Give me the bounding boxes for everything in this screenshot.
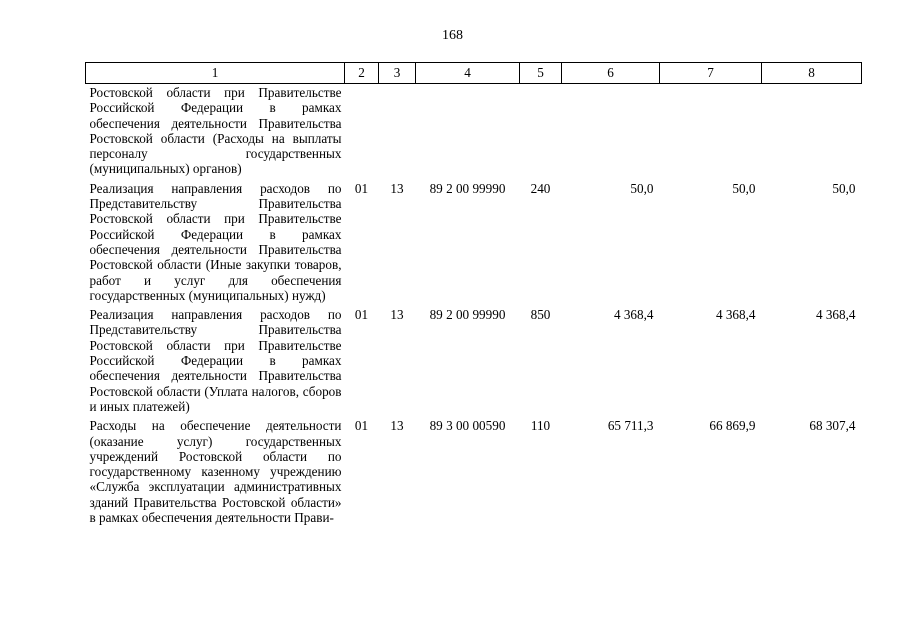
header-col-6: 6 (562, 63, 660, 84)
header-col-1: 1 (86, 63, 345, 84)
header-col-7: 7 (660, 63, 762, 84)
row-section-code (345, 84, 379, 177)
table-row (86, 84, 862, 177)
row-amount-year-2: 66 869,9 (709, 418, 756, 434)
row-subsection-code: 13 (390, 307, 404, 323)
table-row (86, 303, 862, 414)
row-description: Реализация направления расходов по Представительству Правительства Ростовской области при Правительстве Российской Федерации в рамках обеспечения деятельности Правительства Ростовской области (Иные закупки товаров, работ и услуг для обеспечения государственных (муниципальных) нужд) (89, 180, 342, 303)
row-amount-year-1: 4 368,4 (613, 307, 654, 323)
header-col-4: 4 (416, 63, 520, 84)
header-col-5: 5 (520, 63, 562, 84)
row-amount-year-3: 4 368,4 (815, 307, 856, 323)
row-amount-year-3: 50,0 (832, 180, 856, 196)
row-target-code: 89 3 00 00590 (429, 418, 506, 434)
row-amount-year-1: 50,0 (630, 180, 654, 196)
header-col-3: 3 (379, 63, 416, 84)
row-description: Реализация направления расходов по Представительству Правительства Ростовской области при Правительстве Российской Федерации в рамках обеспечения деятельности Правительства Ростовской области (Уплата налогов, сборов и иных платежей) (89, 307, 342, 414)
table-row (86, 177, 862, 303)
row-subsection-code: 13 (390, 418, 404, 434)
row-description: Расходы на обеспечение деятельности (оказание услуг) государственных учреждений Ростовской области по государственному казенному учреждению «Служба эксплуатации административных зданий Правительства Ростовской области» в рамках обеспечения деятельности Прави- (89, 418, 342, 526)
row-amount-year-1 (562, 84, 660, 177)
row-subsection-code (379, 84, 416, 177)
row-amount-year-1: 65 711,3 (607, 418, 654, 434)
row-description: Ростовской области при Правительстве Российской Федерации в рамках обеспечения деятельности Правительства Ростовской области (Расходы на выплаты персоналу государственных (муниципальных) органов) (89, 85, 342, 177)
row-expense-type: 110 (530, 418, 551, 434)
row-expense-type (520, 84, 562, 177)
row-section-code: 01 (354, 307, 369, 323)
row-expense-type: 240 (530, 180, 551, 196)
row-target-code (416, 84, 520, 177)
table-row (86, 414, 862, 525)
header-col-8: 8 (762, 63, 862, 84)
row-amount-year-3 (762, 84, 862, 177)
row-amount-year-3: 68 307,4 (809, 418, 856, 434)
row-amount-year-2: 50,0 (732, 180, 756, 196)
row-section-code: 01 (354, 180, 369, 196)
row-expense-type: 850 (530, 307, 551, 323)
row-amount-year-2: 4 368,4 (715, 307, 756, 323)
row-section-code: 01 (354, 418, 369, 434)
row-subsection-code: 13 (390, 180, 404, 196)
header-col-2: 2 (345, 63, 379, 84)
page-number: 168 (442, 28, 463, 43)
table-header-row (86, 63, 862, 84)
row-target-code: 89 2 00 99990 (429, 180, 506, 196)
row-target-code: 89 2 00 99990 (429, 307, 506, 323)
row-amount-year-2 (660, 84, 762, 177)
budget-table (85, 62, 862, 525)
